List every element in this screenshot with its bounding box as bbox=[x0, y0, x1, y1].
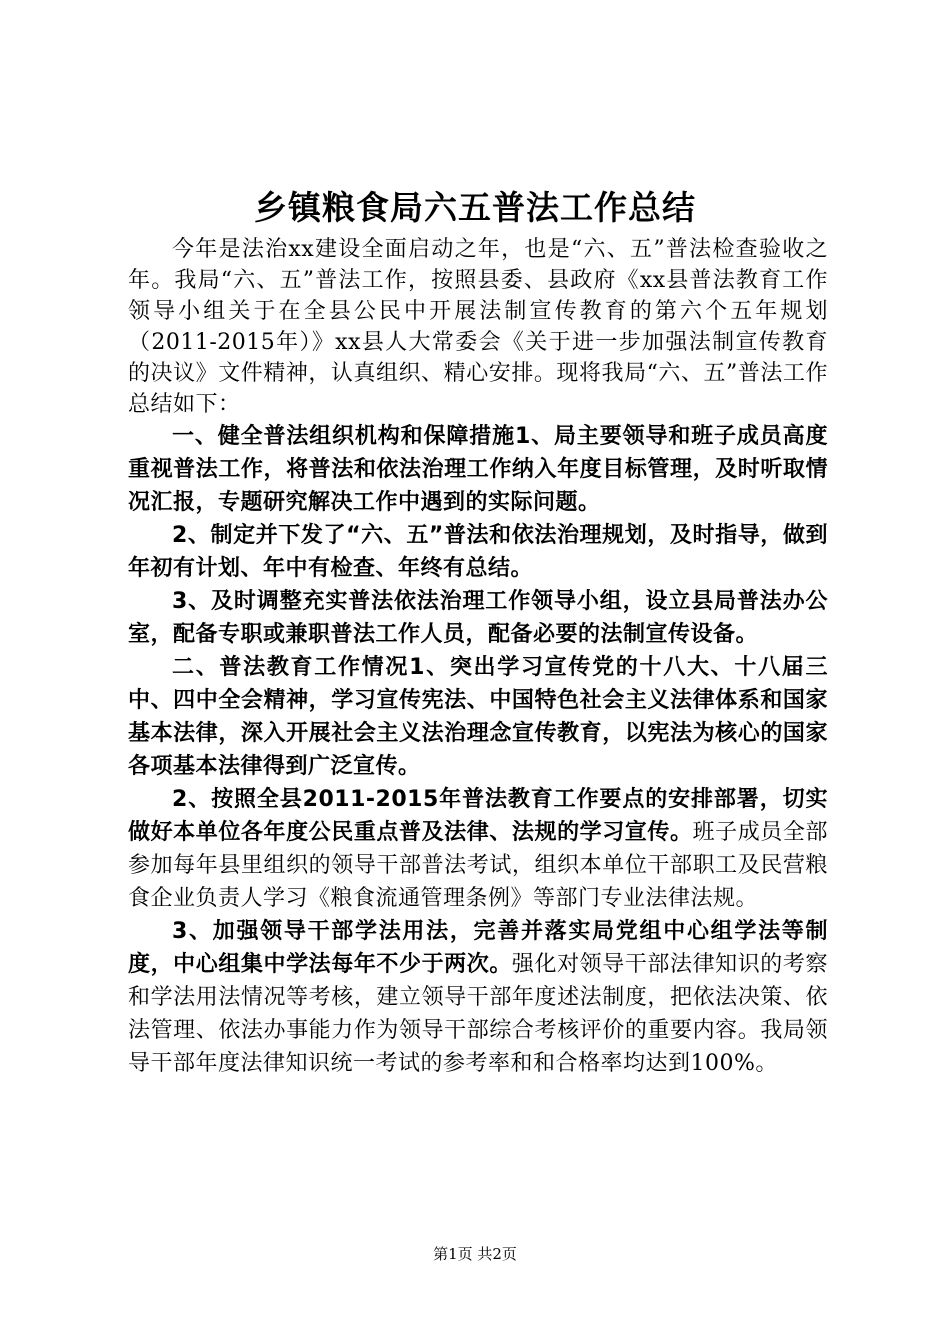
paragraph-text: 2、制定并下发了“六、五”普法和依法治理规划，及时指导，做到年初有计划、年中有检查、年终有总结。 bbox=[128, 523, 828, 581]
paragraph-text-bold: 2、按照全县2011-2015年普法教育工作要点的安排部署，切实做好本单位各年度公民重点普及法律、法规的学习宣传。 bbox=[128, 787, 828, 845]
paragraph-text: 二、普法教育工作情况1、突出学习宣传党的十八大、十八届三中、四中全会精神，学习宣传宪法、中国特色社会主义法律体系和国家基本法律，深入开展社会主义法治理念宣传教育，以宪法为核心的国家各项基本法律得到广泛宣传。 bbox=[128, 655, 828, 779]
paragraph-text: 一、健全普法组织机构和保障措施1、局主要领导和班子成员高度重视普法工作，将普法和依法治理工作纳入年度目标管理，及时听取情况汇报，专题研究解决工作中遇到的实际问题。 bbox=[128, 424, 828, 515]
document-body bbox=[128, 234, 828, 1080]
paragraph-text-normal: 强化对领导干部法律知识的考察和学法用法情况等考核，建立领导干部年度述法制度，把依法决策、依法管理、依法办事能力作为领导干部综合考核评价的重要内容。我局领导干部年度法律知识统一考试的参考率和和合格率均达到100%。 bbox=[128, 952, 828, 1076]
paragraph-section-1-item-2 bbox=[128, 519, 828, 585]
paragraph-section-2-item-2 bbox=[128, 783, 828, 915]
paragraph-text-bold: 3、加强领导干部学法用法，完善并落实局党组中心组学法等制度，中心组集中学法每年不少于两次。 bbox=[128, 919, 828, 977]
paragraph-section-1 bbox=[128, 420, 828, 519]
page-number: 第1页 共2页 bbox=[433, 1245, 517, 1263]
paragraph-text: 3、及时调整充实普法依法治理工作领导小组，设立县局普法办公室，配备专职或兼职普法工作人员，配备必要的法制宣传设备。 bbox=[128, 589, 828, 647]
paragraph-intro bbox=[128, 234, 828, 420]
paragraph-section-2 bbox=[128, 651, 828, 783]
paragraph-section-2-item-3 bbox=[128, 915, 828, 1080]
paragraph-section-1-item-3 bbox=[128, 585, 828, 651]
document-title: 乡镇粮食局六五普法工作总结 bbox=[254, 188, 696, 227]
paragraph-text-normal: 班子成员全部参加每年县里组织的领导干部普法考试，组织本单位干部职工及民营粮食企业负责人学习《粮食流通管理条例》等部门专业法律法规。 bbox=[128, 820, 828, 911]
paragraph-text: 今年是法治xx建设全面启动之年，也是“六、五”普法检查验收之年。我局“六、五”普法工作，按照县委、县政府《xx县普法教育工作领导小组关于在全县公民中开展法制宣传教育的第六个五年规划（2011-2015年）》xx县人大常委会《关于进一步加强法制宣传教育的决议》文件精神，认真组织、精心安排。现将我局“六、五”普法工作总结如下： bbox=[128, 237, 828, 417]
